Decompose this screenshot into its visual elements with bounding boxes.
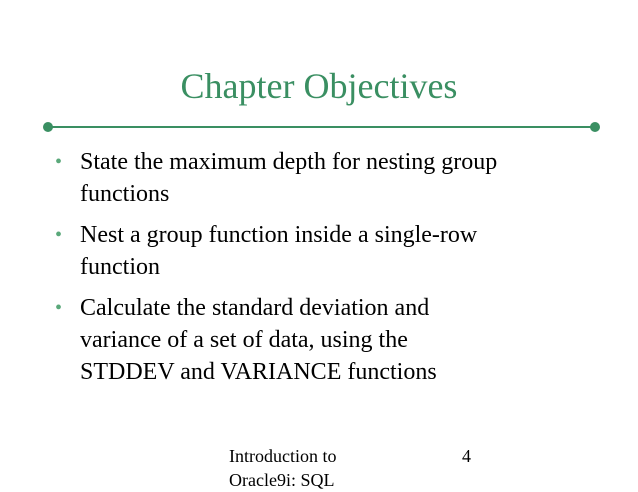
bullet-icon: • — [55, 224, 63, 246]
objective-line: Nest a group function inside a single-row — [80, 222, 478, 248]
bullet-icon: • — [55, 297, 63, 319]
objective-line: function — [80, 254, 160, 280]
page-number: 4 — [462, 446, 471, 466]
footer-line-2: Oracle9i: SQL — [229, 470, 335, 490]
objective-line: State the maximum depth for nesting group — [80, 149, 498, 175]
objective-line: variance of a set of data, using the — [80, 327, 408, 353]
objective-item — [52, 146, 612, 210]
bullet-icon: • — [55, 151, 63, 173]
objectives-list — [52, 146, 612, 397]
slide-title: Chapter Objectives — [180, 66, 458, 106]
objective-line: STDDEV and VARIANCE functions — [80, 359, 437, 385]
divider-right-dot — [590, 122, 600, 132]
footer-course-title — [229, 444, 369, 492]
objective-line: functions — [80, 181, 170, 207]
footer-line-1: Introduction to — [229, 446, 337, 466]
title-divider — [48, 126, 596, 128]
divider-left-dot — [43, 122, 53, 132]
objective-item — [52, 219, 612, 283]
objective-item — [52, 292, 612, 388]
objective-line: Calculate the standard deviation and — [80, 295, 430, 321]
